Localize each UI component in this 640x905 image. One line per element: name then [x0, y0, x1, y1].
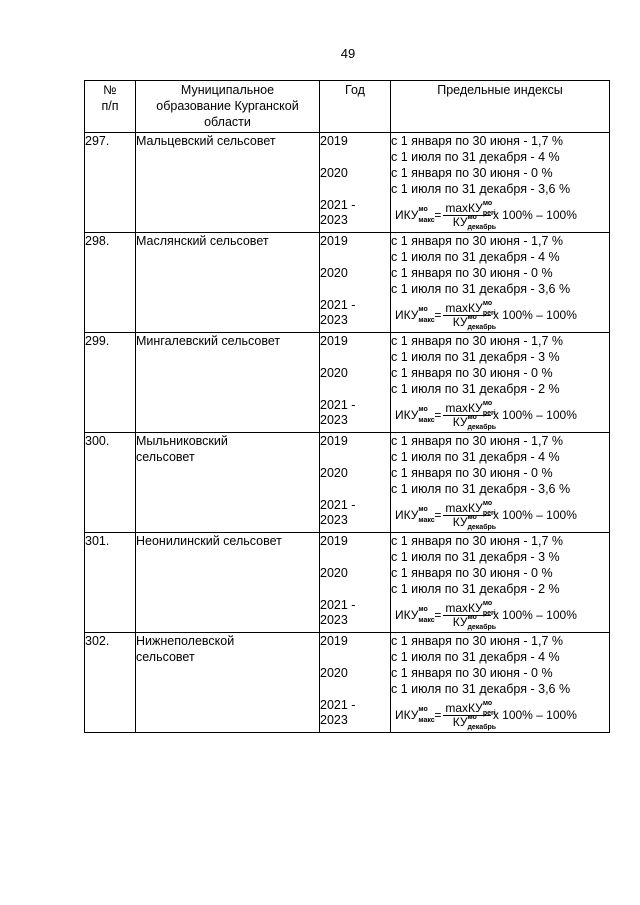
- index-line: с 1 июля по 31 декабря - 4 %: [391, 250, 560, 264]
- year-cell: [320, 633, 391, 733]
- index-formula: ИКУ мо макс = maxКУ мо peri КУ мо декабрь x 100% – 100%: [395, 599, 577, 631]
- index-formula: ИКУ мо макс = maxКУ мо peri КУ мо декабрь x 100% – 100%: [395, 699, 577, 731]
- index-line: с 1 января по 30 июня - 0 %: [391, 666, 553, 680]
- table-row: [85, 533, 610, 633]
- indices-cell: [391, 533, 610, 633]
- row-number: 301.: [85, 533, 136, 633]
- year-2019: 2019: [320, 234, 348, 248]
- indices-cell: [391, 633, 610, 733]
- indices-cell: [391, 233, 610, 333]
- header-indices: Предельные индексы: [391, 81, 610, 133]
- index-line: с 1 июля по 31 декабря - 3 %: [391, 350, 560, 364]
- row-number: 302.: [85, 633, 136, 733]
- table-row: [85, 333, 610, 433]
- year-cell: [320, 233, 391, 333]
- index-line: с 1 июля по 31 декабря - 3 %: [391, 550, 560, 564]
- year-cell: [320, 433, 391, 533]
- year-cell: [320, 533, 391, 633]
- header-year: Год: [320, 81, 391, 133]
- indices-cell: [391, 333, 610, 433]
- tariff-index-table: [84, 80, 610, 733]
- year-2020: 2020: [320, 466, 348, 480]
- indices-cell: [391, 433, 610, 533]
- year-range: 2021 - 2023: [320, 398, 356, 427]
- municipality-name: Мыльниковский сельсовет: [136, 433, 320, 533]
- row-number: 300.: [85, 433, 136, 533]
- row-number: 297.: [85, 133, 136, 233]
- year-cell: [320, 333, 391, 433]
- municipality-name: Маслянский сельсовет: [136, 233, 320, 333]
- index-line: с 1 января по 30 июня - 1,7 %: [391, 434, 563, 448]
- index-line: с 1 июля по 31 декабря - 3,6 %: [391, 182, 571, 196]
- row-number: 299.: [85, 333, 136, 433]
- municipality-name: Мингалевский сельсовет: [136, 333, 320, 433]
- index-line: с 1 июля по 31 декабря - 4 %: [391, 450, 560, 464]
- year-2020: 2020: [320, 666, 348, 680]
- index-line: с 1 января по 30 июня - 1,7 %: [391, 134, 563, 148]
- year-range: 2021 - 2023: [320, 198, 356, 227]
- year-2019: 2019: [320, 634, 348, 648]
- index-line: с 1 января по 30 июня - 1,7 %: [391, 234, 563, 248]
- index-line: с 1 июля по 31 декабря - 2 %: [391, 382, 560, 396]
- municipality-name: Неонилинский сельсовет: [136, 533, 320, 633]
- index-line: с 1 января по 30 июня - 1,7 %: [391, 534, 563, 548]
- table-header-row: [85, 81, 610, 133]
- table-row: [85, 133, 610, 233]
- table-row: [85, 233, 610, 333]
- index-line: с 1 января по 30 июня - 0 %: [391, 566, 553, 580]
- year-2020: 2020: [320, 266, 348, 280]
- header-number: № п/п: [85, 81, 136, 133]
- row-number: 298.: [85, 233, 136, 333]
- year-range: 2021 - 2023: [320, 698, 356, 727]
- index-formula: ИКУ мо макс = maxКУ мо peri КУ мо декабрь x 100% – 100%: [395, 299, 577, 331]
- year-2020: 2020: [320, 366, 348, 380]
- year-2019: 2019: [320, 134, 348, 148]
- year-2019: 2019: [320, 334, 348, 348]
- index-formula: ИКУ мо макс = maxКУ мо peri КУ мо декабрь x 100% – 100%: [395, 499, 577, 531]
- index-line: с 1 января по 30 июня - 0 %: [391, 466, 553, 480]
- page-number: 49: [340, 46, 356, 61]
- year-cell: [320, 133, 391, 233]
- indices-cell: [391, 133, 610, 233]
- index-formula: ИКУ мо макс = maxКУ мо peri КУ мо декабрь x 100% – 100%: [395, 399, 577, 431]
- year-2020: 2020: [320, 566, 348, 580]
- index-formula: ИКУ мо макс = maxКУ мо peri КУ мо декабрь x 100% – 100%: [395, 199, 577, 231]
- index-line: с 1 июля по 31 декабря - 4 %: [391, 650, 560, 664]
- year-range: 2021 - 2023: [320, 298, 356, 327]
- index-line: с 1 января по 30 июня - 0 %: [391, 366, 553, 380]
- index-line: с 1 января по 30 июня - 1,7 %: [391, 334, 563, 348]
- index-line: с 1 июля по 31 декабря - 4 %: [391, 150, 560, 164]
- index-line: с 1 января по 30 июня - 0 %: [391, 166, 553, 180]
- index-line: с 1 июля по 31 декабря - 3,6 %: [391, 482, 571, 496]
- municipality-name: Нижнеполевской сельсовет: [136, 633, 320, 733]
- index-line: с 1 июля по 31 декабря - 3,6 %: [391, 282, 571, 296]
- municipality-name: Мальцевский сельсовет: [136, 133, 320, 233]
- year-2020: 2020: [320, 166, 348, 180]
- year-2019: 2019: [320, 434, 348, 448]
- year-range: 2021 - 2023: [320, 498, 356, 527]
- table-row: [85, 433, 610, 533]
- year-range: 2021 - 2023: [320, 598, 356, 627]
- index-line: с 1 июля по 31 декабря - 3,6 %: [391, 682, 571, 696]
- index-line: с 1 января по 30 июня - 0 %: [391, 266, 553, 280]
- header-municipality: Муниципальное образование Курганской области: [136, 81, 320, 133]
- index-line: с 1 января по 30 июня - 1,7 %: [391, 634, 563, 648]
- year-2019: 2019: [320, 534, 348, 548]
- index-line: с 1 июля по 31 декабря - 2 %: [391, 582, 560, 596]
- table-row: [85, 633, 610, 733]
